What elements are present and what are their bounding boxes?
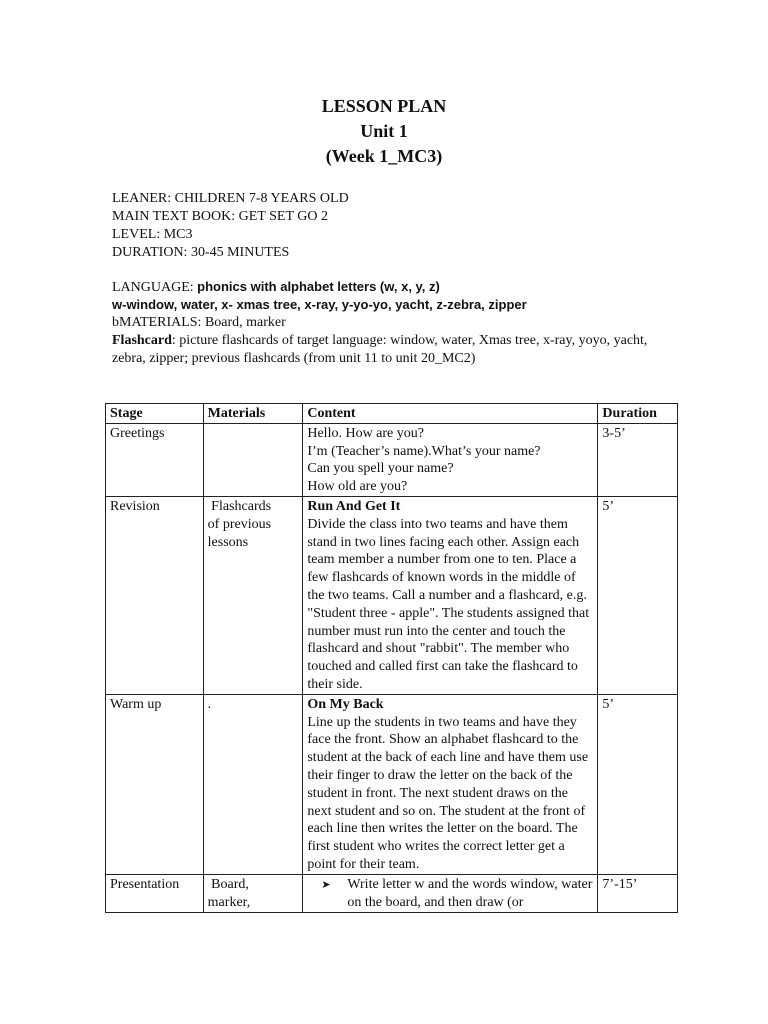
materials-cell: . bbox=[203, 694, 303, 874]
duration-cell: 5’ bbox=[598, 694, 678, 874]
activity-title: On My Back bbox=[307, 696, 384, 712]
duration-cell: 3-5’ bbox=[598, 423, 678, 496]
flashcard-label: Flashcard bbox=[112, 333, 172, 348]
content-cell bbox=[303, 874, 598, 912]
flashcard-text: : picture flashcards of target language: window, water, Xmas tree, x-ray, yoyo, yacht, zebra, zipper; previous flashcards (from unit 11 to unit 20_MC2) bbox=[112, 333, 648, 366]
materials-cell bbox=[203, 496, 303, 694]
language-focus: phonics with alphabet letters (w, x, y, z) bbox=[197, 279, 440, 294]
textbook-info: MAIN TEXT BOOK: GET SET GO 2 bbox=[112, 209, 328, 224]
stage-cell: Revision bbox=[106, 496, 204, 694]
header-stage: Stage bbox=[106, 404, 204, 424]
content-cell bbox=[303, 423, 598, 496]
activity-text: Line up the students in two teams and have they face the front. Show an alphabet flashcard to the student at the back of each line and have them use their finger to draw the letter on the back of the student in front. The next student draws on the next student and so on. The student at the front of each line then writes the letter on the board. The first student who writes the correct letter get a point for their team. bbox=[307, 714, 589, 872]
duration-cell: 5’ bbox=[598, 496, 678, 694]
header-content: Content bbox=[303, 404, 598, 424]
materials-cell bbox=[203, 874, 303, 912]
materials-line: lessons bbox=[207, 534, 249, 550]
table-row bbox=[106, 874, 678, 912]
materials-line: Board, bbox=[211, 876, 249, 892]
target-words: w-window, water, x- xmas tree, x-ray, y-yo-yo, yacht, z-zebra, zipper bbox=[112, 297, 527, 312]
content-line: How old are you? bbox=[307, 479, 408, 495]
materials-line: marker, bbox=[207, 894, 251, 910]
table-row bbox=[106, 496, 678, 694]
content-cell bbox=[303, 496, 598, 694]
language-line bbox=[112, 278, 440, 297]
learner-info: LEANER: CHILDREN 7-8 YEARS OLD bbox=[112, 191, 349, 206]
content-cell bbox=[303, 694, 598, 874]
materials-line: bMATERIALS: Board, marker bbox=[112, 315, 286, 330]
lesson-table bbox=[105, 403, 678, 913]
table-header-row bbox=[106, 404, 678, 424]
language-label: LANGUAGE: bbox=[112, 280, 198, 295]
activity-text: Divide the class into two teams and have them stand in two lines facing each other. Assign each team member a number from one to ten. Place a few flashcards of known words in the middle of the two teams. Call a number and a flashcard, e.g. "Student three - apple". The students assigned that number must run into the center and touch the flashcard and shout "rabbit". The member who touched and called first can take the flashcard to their side. bbox=[307, 516, 590, 692]
unit-title: Unit 1 bbox=[360, 121, 408, 141]
duration-info: DURATION: 30-45 MINUTES bbox=[112, 245, 290, 260]
stage-cell: Greetings bbox=[106, 423, 204, 496]
content-line: I’m (Teacher’s name).What’s your name? bbox=[307, 443, 541, 459]
stage-cell: Warm up bbox=[106, 694, 204, 874]
level-info: LEVEL: MC3 bbox=[112, 227, 193, 242]
flashcard-line bbox=[112, 332, 657, 368]
bullet-text: Write letter w and the words window, water on the board, and then draw (or bbox=[347, 876, 593, 910]
duration-cell: 7’-15’ bbox=[598, 874, 678, 912]
table-row bbox=[106, 694, 678, 874]
bullet-item bbox=[307, 876, 593, 912]
header-materials: Materials bbox=[203, 404, 303, 424]
materials-cell bbox=[203, 423, 303, 496]
page-title: LESSON PLAN bbox=[321, 96, 447, 116]
content-line: Can you spell your name? bbox=[307, 461, 454, 477]
week-title: (Week 1_MC3) bbox=[325, 146, 443, 166]
stage-cell: Presentation bbox=[106, 874, 204, 912]
header-duration: Duration bbox=[598, 404, 678, 424]
materials-line: Flashcards bbox=[211, 498, 272, 514]
table-row bbox=[106, 423, 678, 496]
arrow-bullet-icon: ➤ bbox=[321, 877, 331, 891]
materials-line: of previous bbox=[207, 516, 272, 532]
content-line: Hello. How are you? bbox=[307, 425, 424, 441]
activity-title: Run And Get It bbox=[307, 498, 401, 514]
